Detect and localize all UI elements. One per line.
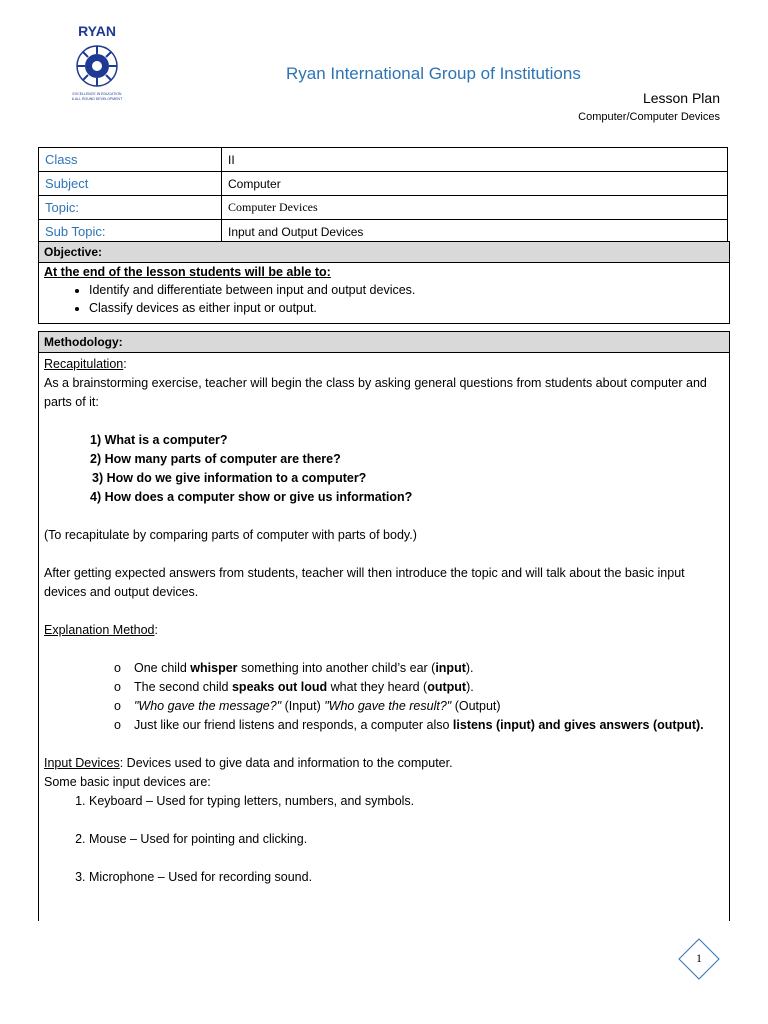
objective-section [38,241,730,324]
explanation-label: Explanation Method [44,623,155,637]
page-number: 1 [696,951,702,965]
list-item: 3. Microphone – Used for recording sound. [89,868,724,887]
topic-label: Topic: [39,196,222,220]
class-label: Class [39,148,222,172]
topic-value: Computer Devices [222,196,728,220]
doc-type: Lesson Plan [642,90,720,106]
list-item: • Classify devices as either input or output. [89,299,724,317]
list-item: o The second child speaks out loud what they heard (output). [114,678,724,697]
subject-value: Computer [222,172,728,196]
methodology-heading: Methodology: [39,331,729,353]
doc-subject: Computer/Computer Devices [578,111,720,123]
objective-heading: Objective: [39,241,729,263]
list-item: o One child whisper something into another child’s ear (input). [114,659,724,678]
intro-text: After getting expected answers from students, teacher will then introduce the topic and will talk about the basic input devices and output devices. [44,566,685,599]
list-item: o Just like our friend listens and responds, a computer also listens (input) and gives answers (output). [114,716,724,735]
input-device-list [44,792,724,887]
recap-text: As a brainstorming exercise, teacher will begin the class by asking general questions from students about computer and parts of it: [44,376,707,409]
recap-label: Recapitulation [44,357,124,371]
question-item: 3) How do we give information to a computer? [92,471,367,485]
input-definition: : Devices used to give data and information to the computer. [119,756,453,770]
question-item: 2) How many parts of computer are there? [90,452,341,466]
methodology-section: Methodology: Recapitulation: As a brainstorming exercise, teacher will begin the class by asking general questions from students about computer and parts of it: 1) What is a computer? 2) How many parts of computer are there? 3) How do we give information to a computer? 4) How does a computer show or give us information? (To recapitulate by comparing parts of computer with parts of body.) After getting expected answers from students, teacher will then introduce the topic and will talk about the basic input devices and output devices. Explanation Method: o One child whisper something into another child’s ear (input). o The second child speaks out loud what they heard (output). o "Who gave the message?" (Input) "Who gave the result?" (Output) o Just like our friend listens and responds, a computer also listens (input) and gives answers (output). Input Devices: Devices used to give data and information to the computer. Some basic input devices are: 1. Keyboard – Used for typing letters, numbers, and symbols. 2. Mouse – Used for pointing and clicking. 3. Microphone – Used for recording sound. [38,331,730,921]
table-row [39,196,728,220]
ryan-logo [62,22,132,106]
svg-text:RYAN: RYAN [78,23,116,39]
list-item: o "Who gave the message?" (Input) "Who gave the result?" (Output) [114,697,724,716]
recap-note: (To recapitulate by comparing parts of computer with parts of body.) [44,528,417,542]
table-row [39,148,728,172]
list-item: 2. Mouse – Used for pointing and clicking. [89,830,724,849]
explanation-list [44,659,724,735]
list-item: 1. Keyboard – Used for typing letters, numbers, and symbols. [89,792,724,811]
subtopic-value: Input and Output Devices [222,220,728,244]
objective-lead: At the end of the lesson students will be able to: [44,265,331,279]
info-table [38,147,728,244]
page-number-badge [677,937,721,981]
input-intro: Some basic input devices are: [44,775,211,789]
org-name: Ryan International Group of Institutions [286,64,581,83]
table-row [39,172,728,196]
input-label: Input Devices [44,756,120,770]
svg-text:& ALL ROUND DEVELOPMENT: & ALL ROUND DEVELOPMENT [71,97,123,101]
table-row [39,220,728,244]
class-value: II [222,148,728,172]
subject-label: Subject [39,172,222,196]
subtopic-label: Sub Topic: [39,220,222,244]
objective-list [44,281,724,317]
list-item: • Identify and differentiate between input and output devices. [89,281,724,299]
svg-text:EXCELLENCE IN EDUCATION: EXCELLENCE IN EDUCATION [72,92,122,96]
question-item: 4) How does a computer show or give us information? [90,490,413,504]
question-item: 1) What is a computer? [90,433,228,447]
